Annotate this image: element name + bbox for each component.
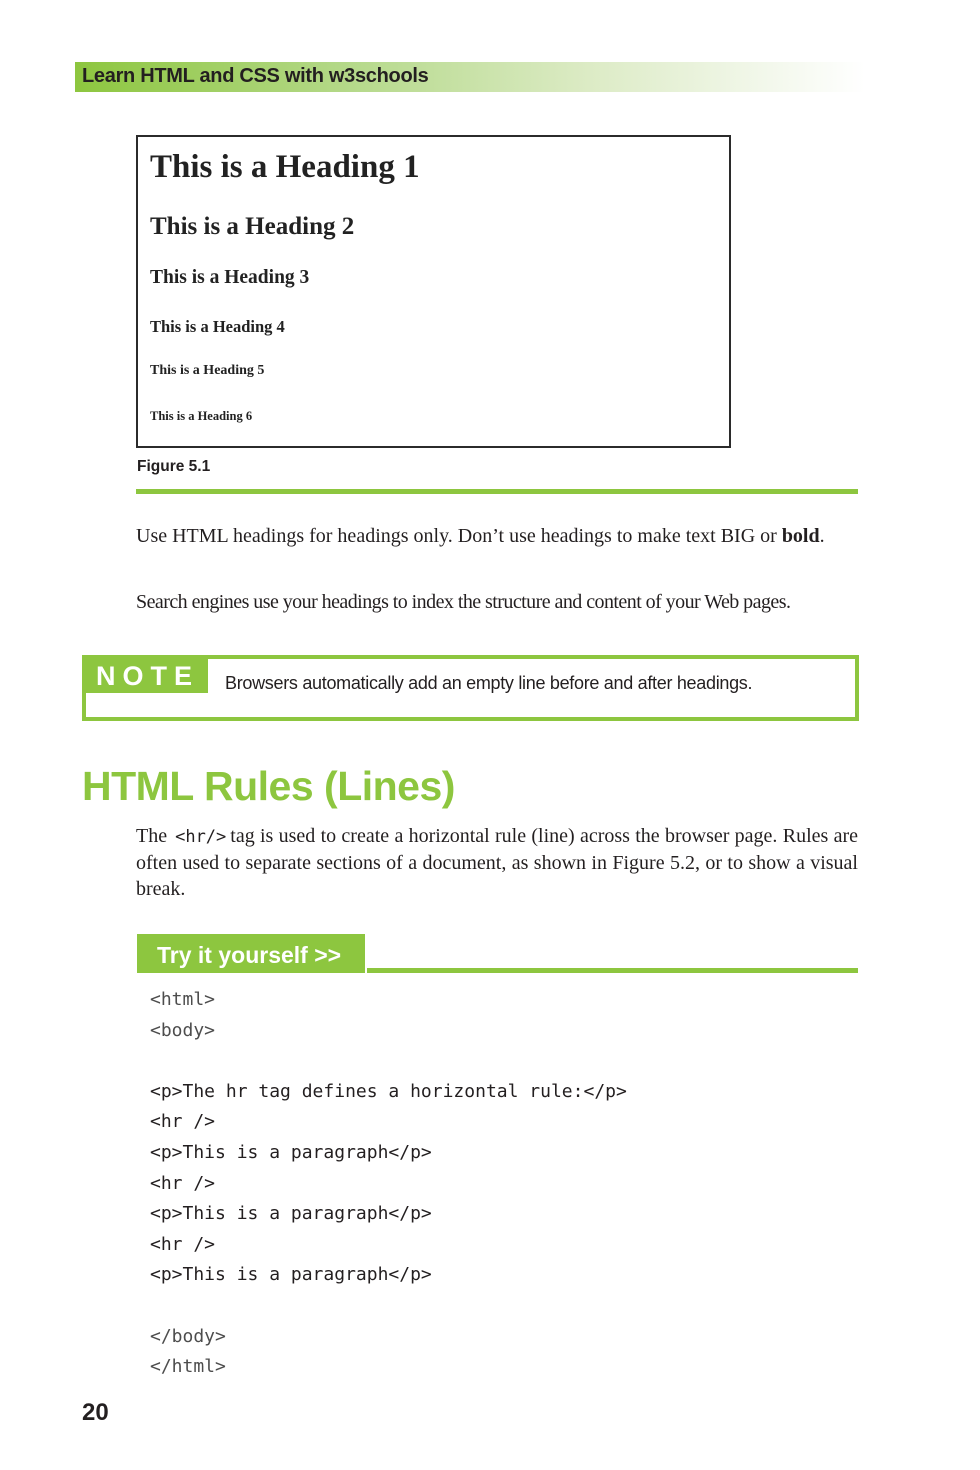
note-box	[82, 655, 859, 721]
code-line: <body>	[150, 1019, 216, 1041]
note-label: NOTE	[86, 659, 208, 693]
section-heading: HTML Rules (Lines)	[82, 763, 455, 809]
figure-heading-6: This is a Heading 6	[150, 409, 253, 423]
code-line: <p>This is a paragraph</p>	[150, 1203, 432, 1225]
figure-5-1-screenshot	[136, 135, 731, 448]
try-it-divider	[367, 968, 858, 973]
page-number: 20	[82, 1399, 109, 1426]
divider	[136, 489, 858, 494]
paragraph-headings-usage	[136, 523, 858, 549]
code-line: <p>This is a paragraph</p>	[150, 1264, 432, 1286]
code-example	[150, 985, 627, 1383]
paragraph-hr-intro	[136, 823, 858, 902]
code-line: <p>This is a paragraph</p>	[150, 1141, 432, 1163]
figure-caption: Figure 5.1	[137, 458, 211, 475]
paragraph-search-engines: Search engines use your headings to index the structure and content of your Web pages.	[136, 591, 791, 613]
inline-code-hr: <hr/>	[175, 827, 227, 847]
code-line: </html>	[150, 1356, 226, 1378]
running-header-title: Learn HTML and CSS with w3schools	[82, 65, 429, 87]
code-line: <hr />	[150, 1172, 216, 1194]
figure-heading-4: This is a Heading 4	[150, 317, 285, 336]
intro-text-rest: tag is used to create a horizontal rule (line) across the browser page. Rules are often used to separate sections of a document, as shown in Figure 5.2, or to show a visual break.	[136, 825, 858, 900]
code-line: <html>	[150, 989, 216, 1010]
figure-heading-2: This is a Heading 2	[150, 213, 355, 240]
figure-heading-5: This is a Heading 5	[150, 363, 265, 378]
code-line	[150, 1046, 627, 1077]
code-line: <hr />	[150, 1233, 216, 1255]
figure-heading-3: This is a Heading 3	[150, 267, 310, 288]
code-line: <hr />	[150, 1111, 216, 1133]
try-it-yourself-button[interactable]: Try it yourself >>	[137, 934, 365, 973]
intro-text-start: The	[136, 825, 168, 847]
note-text: Browsers automatically add an empty line before and after headings.	[225, 673, 753, 693]
code-line: </body>	[150, 1325, 226, 1347]
code-line	[150, 1291, 627, 1322]
paragraph-text: Use HTML headings for headings only. Don’t use headings to make text BIG or	[136, 525, 782, 547]
paragraph-period: .	[819, 525, 825, 547]
figure-heading-1: This is a Heading 1	[150, 149, 420, 185]
running-header	[75, 62, 865, 92]
code-line: <p>The hr tag defines a horizontal rule:</p>	[150, 1080, 627, 1102]
bold-word: bold	[781, 525, 820, 547]
